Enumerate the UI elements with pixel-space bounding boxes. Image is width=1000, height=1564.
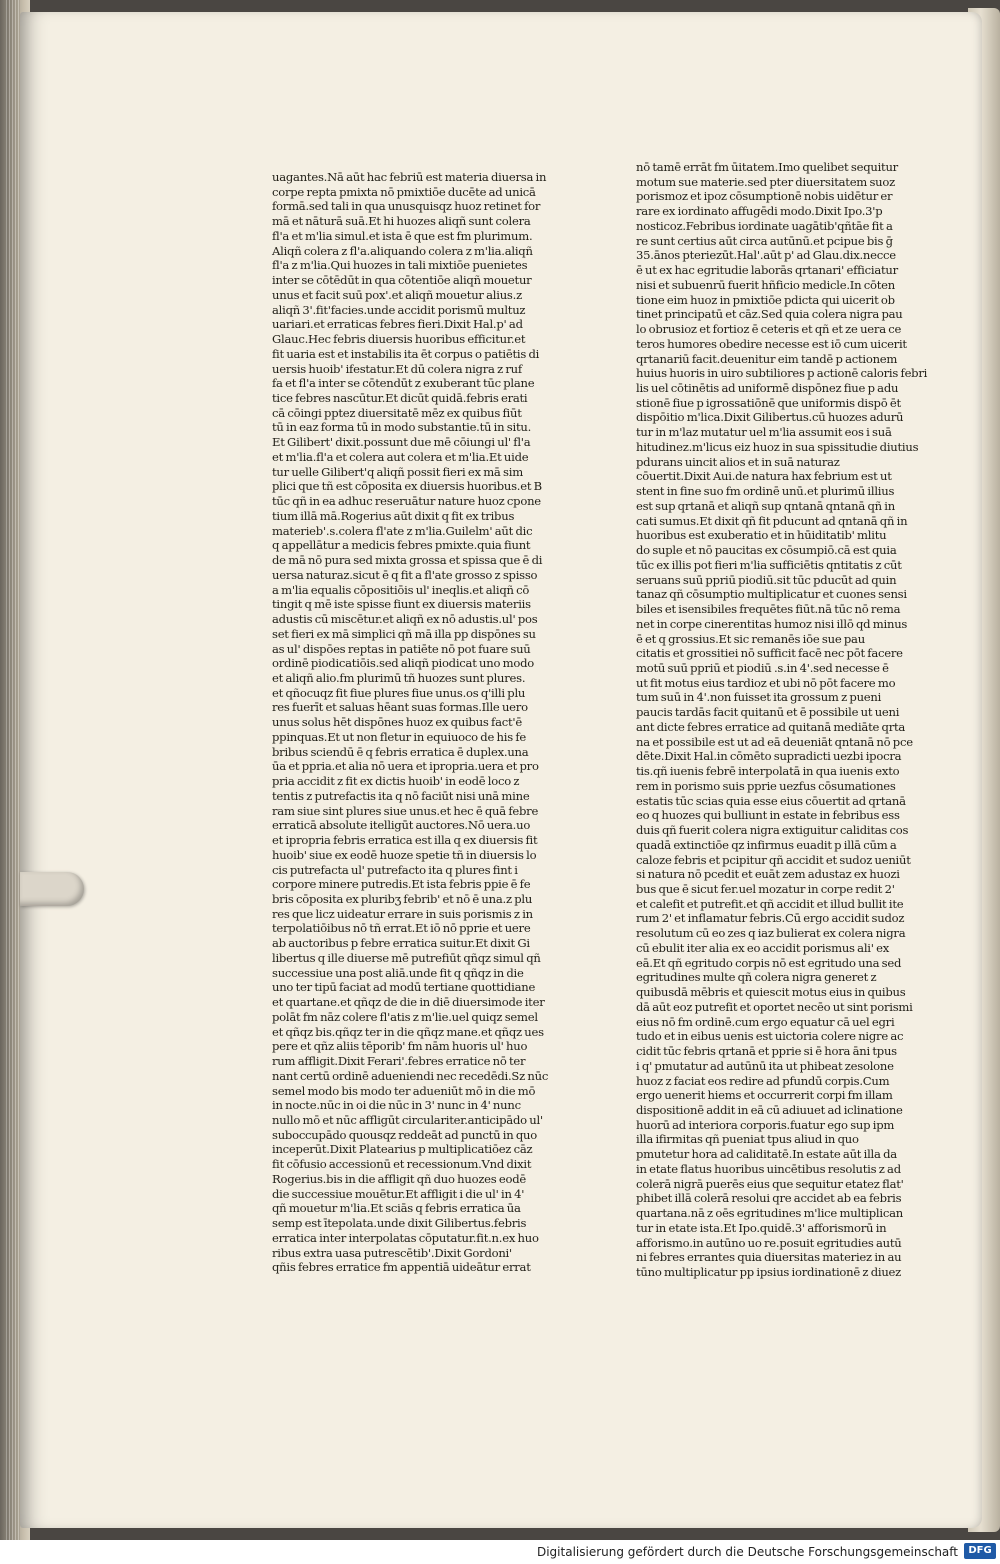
text-line: caloze febris et pcipitur qñ accidit et sudoz ueniūt [636,852,911,867]
text-line: inter se cōtēdūt in qua cōtentiōe aliqñ mouetur [272,273,532,288]
text-line: successiue una post aliā.unde fit q qñqz in die [272,965,524,980]
text-line: ūa et ppria.et alia nō uera et ipropria.uera et pro [272,759,539,774]
text-line: tanaz qñ cōsumptio multiplicatur et cuones sensi [636,587,907,602]
text-line: tudo et in eibus uenis est uictoria colere nigre ac [636,1029,904,1044]
text-line: uagantes.Nā aūt hac febriū est materia diuersa in [272,170,547,184]
text-line: rem in porismo suis pprie uezfus cōsumationes [636,778,896,793]
text-line: porismoz et ipoz cōsumptionē nobis uidētur er [636,189,893,204]
text-line: na et possibile est ut ad eā deueniāt qntanā nō pce [636,734,913,749]
text-line: ē et q grossius.Et sic remanēs iōe sue pau [636,631,865,646]
text-line: ppinquas.Et ut non fletur in equiuoco de his fe [272,729,526,744]
text-line: pdurans uincit alios et in suā naturaz [636,454,840,469]
text-line: do suple et nō paucitas ex cōsumpiō.cā est quia [636,543,897,558]
text-line: de mā nō pura sed mixta grossa et spissa que ē di [272,553,543,568]
text-line: dispōitio m'lica.Dixit Gilibertus.cū huozes adurū [636,410,904,425]
text-line: uersa naturaz.sicut ē q fit a fl'ate grosso z spisso [272,567,538,582]
text-line: tum suū in 4'.non fuisset ita grossum z pueni [636,690,882,705]
text-line: unus solus hēt dispōnes huoz ex quibus fact'ē [272,715,522,730]
text-line: tice febres nascūtur.Et dicūt quidā.febris erati [272,391,528,406]
text-line: bris cōposita ex pluribʒ febrib' et nō ē una.z plu [272,891,533,906]
text-line: motum sue materie.sed pter diuersitatem suoz [636,174,895,189]
text-line: motū suū ppriū et piodiū .s.in 4'.sed necesse ē [636,660,889,675]
text-line: uersis huoib' ifestatur.Et dū colera nigra z ruf [272,361,522,376]
text-line: seruans suū ppriū piodiū.sit tūc pducūt ad quin [636,572,897,587]
text-line: et qñocuqz fit fiue plures fiue unus.os q'illi plu [272,685,526,700]
text-line: quartana.nā z oēs egritudines m'lice multiplican [636,1206,903,1221]
text-line: uno ter tipū faciat ad modū tertiane quottidiane [272,980,536,995]
text-line: lo obrusioz et fortioz ē ceteris et qñ et ze uera ce [636,322,902,337]
text-line: semp est ītepolata.unde dixit Gilibertus.febris [272,1216,527,1231]
text-line: a m'lia equalis cōpositiōis ul' ineqlis.et aliqñ cō [272,582,530,597]
text-line: uariari.et erraticas febres fieri.Dixit Hal.p' ad [272,317,523,332]
text-line: cā cōingi pptez diuersitatē mēz ex quibus fiūt [272,405,522,420]
text-line: et m'lia.fl'a et colera aut colera et m'lia.Et uide [272,449,529,464]
text-line: nō tamē errāt fm ūitatem.Imo quelibet sequitur [636,160,898,174]
text-line: ram siue sint plures siue unus.et hec ē quā febre [272,803,539,818]
text-line: phibet illā colerā resolui qre accidet ab ea febris [636,1191,902,1206]
text-line: et aliqñ alio.fm plurimū tñ huozes sunt plures. [272,670,526,685]
text-line: dispositionē addit in eā cū adiuuet ad iclinatione [636,1103,903,1117]
text-line: re sunt certius aūt circa autūnū.et pcipue bis ḡ [636,233,893,248]
text-line: formā.sed tali in qua unusquisqz huoz retinet for [272,199,541,214]
text-line: i q' pmutatur ad autūnū ita ut phibeat zesolone [636,1058,894,1073]
text-line: mā et nāturā suā.Et hi huozes aliqñ sunt colera [272,214,531,229]
text-line: fa et fl'a inter se cōtendūt z exuberant tūc plane [272,376,535,391]
text-line: tingit q mē iste spisse fiunt ex diuersis materiis [272,597,531,612]
text-line: ordinē piodicatiōis.sed aliqñ piodicat uno modo [272,656,535,671]
text-line: inceperūt.Dixit Platearius p multiplicatiōez cāz [272,1142,533,1157]
text-line: res fuerīt et saluas hēant suas formas.Ille uero [272,700,528,715]
text-line: ut fit motus eius tardioz et ubi nō pōt facere mo [636,675,896,690]
text-line: 35.ānos pteriezūt.Hal'.aūt p' ad Glau.dix.necce [636,248,896,263]
text-line: corpore minere putredis.Et ista febris ppie ē fe [272,877,531,892]
text-line: cati sumus.Et dixit qñ fit pducunt ad qntanā qñ in [636,513,908,528]
text-line: duis qñ fuerit colera nigra extiguitur caliditas cos [636,823,909,838]
text-line: nant certū ordinē adueniendi nec recedēdi.Sz nūc [272,1068,549,1083]
text-line: qñ mouetur m'lia.Et sciās q febris erratica ūa [272,1201,521,1216]
text-line: tūc qñ in ea adhuc reseruātur nature huoz cpone [272,494,541,509]
text-line: materieb'.s.colera fl'ate z m'lia.Guilelm' aūt dic [272,523,533,538]
text-line: quadā extinctiōe qz infirmus euadit p illā cūm a [636,837,897,852]
text-line: in nocte.nūc in oi die nūc in 3' nunc in 4' nunc [272,1098,521,1113]
text-line: net in corpe cinerentitas humoz nisi illō qd minus [636,616,908,631]
text-line: terpolatiōibus nō tñ errat.Et iō nō pprie et uere [272,921,531,936]
text-line: tur in etate ista.Et Ipo.quidē.3' afforismorū in [636,1220,887,1235]
text-line: tur uelle Gilibert'q aliqñ possit fieri ex mā sim [272,464,523,479]
text-line: huorū ad interiora corporis.fuatur ego sup ipm [636,1117,895,1132]
text-line: ergo uenerit hiems et occurrerit corpi fm illam [636,1088,893,1103]
text-line: teros humores obedire necesse est iō cum uicerit [636,336,907,351]
text-line: die successiue mouētur.Et affligit i die ul' in 4' [272,1186,525,1201]
text-line: biles et isensibiles frequētes fiūt.nā tūc nō rema [636,602,901,617]
text-line: rare ex iordinato affugēdi modo.Dixit Ipo.3'p [636,204,883,219]
text-line: rum 2' et inflamatur febris.Cū ergo accidit sudoz [636,911,905,926]
text-line: rum affligit.Dixit Ferari'.febres erratice nō ter [272,1054,526,1069]
text-line: nosticoz.Febribus iordinate uagātib'qñtāe fit a [636,218,893,233]
text-line: tūno multiplicatur pp ipsius iordinationē z diuez [636,1265,902,1280]
text-line: dēte.Dixit Hal.in cōmēto supradicti uezbi ipocra [636,749,902,764]
text-line: citatis et grossitiei nō sufficit facē nec pōt facere [636,646,903,661]
text-line: et ipropria febris erratica est illa q ex diuersis fit [272,833,538,848]
text-line: et quartane.et qñqz de die in diē diuersimode iter [272,995,545,1010]
text-line: fl'a et m'lia simul.et ista ē que est fm plurimum. [272,228,533,243]
text-line: ab auctoribus p febre erratica suitur.Et dixit Gi [272,936,530,951]
text-line: bus que ē sicut fer.uel mozatur in corpe redit 2' [636,881,895,896]
text-line: corpe repta pmixta nō pmixtiōe ducēte ad unicā [272,184,536,199]
text-line: huoribus est exuberatio et in hūiditatib' mlitu [636,528,887,543]
right-text-column [636,160,928,1280]
text-line: nisi et subuenrū fuerit hñficio medicle.In cōten [636,277,895,292]
text-line: tium illā mā.Rogerius aūt dixit q fit ex tribus [272,508,515,523]
text-line: cōuertit.Dixit Aui.de natura hax febrium est ut [636,469,892,484]
text-line: unus et facit suū pox'.et aliqñ mouetur alius.z [272,287,522,302]
text-line: in etate flatus huoribus uincētibus resolutis z ad [636,1161,901,1176]
text-line: tentis z putrefactis ita q nō faciūt nisi unā mine [272,788,530,803]
text-line: bribus sciendū ē q febris erratica ē duplex.una [272,744,529,759]
text-line: illa ifirmitas qñ pueniat tpus aliud in quo [636,1132,859,1147]
text-line: qrtanariū facit.deuenitur eim tandē p actionem [636,351,898,366]
text-line: Rogerius.bis in die affligit qñ duo huozes eodē [272,1171,527,1186]
text-line: tūc ex illis pot fieri m'lia sufficiētis qntitatis z cūt [636,557,902,572]
text-line: plici que tñ est cōposita ex diuersis huoribus.et B [272,479,542,494]
dfg-logo: DFG [964,1543,996,1559]
text-line: ant dicte febres erratice ad quitanā mediāte qrta [636,719,906,734]
text-line: eius nō fm ordinē.cum ergo equatur cā uel egri [636,1014,895,1029]
text-line: nullo mō et nūc affligūt circulariter.anticipādo ul' [272,1113,543,1127]
text-line: resolutum cū eo zes q iaz bulierat ex colera nigra [636,926,906,941]
text-line: hitudinez.m'licus eiz huoz in sua spissitudie diutius [636,439,919,454]
text-line: cis putrefacta ul' putrefacto ita q plures fint i [272,862,518,877]
text-line: pria accidit z fit ex dictis huoib' in eodē loco z [272,774,520,789]
text-line: aliqñ 3'.fit'facies.unde accidit porismū multuz [272,302,526,317]
text-line: afforismo.in autūno uo re.posuit egritudies autū [636,1235,902,1250]
clasp-image [20,872,84,906]
text-line: pmutetur hora ad caliditatē.In estate aūt illa da [636,1147,897,1162]
text-line: stionē fiue p igrossatiōnē que uniformis dispō ēt [636,395,901,410]
text-line: erratica inter interpolatas cōputatur.fit.n.ex huo [272,1230,539,1245]
text-line: set fieri ex mā simplici qñ mā illa pp dispōnes su [272,626,536,641]
text-line: fit cōfusio accessionū et recessionum.Vnd dixit [272,1157,532,1172]
text-line: estatis tūc scias quia esse eius cōuertit ad qrtanā [636,793,906,808]
text-line: fit uaria est et instabilis ita ēt corpus o patiētis di [272,346,540,361]
text-line: res que licz uideatur errare in suis porismis z in [272,906,533,921]
text-line: cidit tūc febris qrtanā et pprie si ē hora āni tpus [636,1044,897,1059]
text-line: polāt fm nāz colere fl'atis z m'lie.uel quiqz semel [272,1009,538,1024]
text-line: erraticā absolute itelligūt auctores.Nō uera.uo [272,818,531,833]
text-line: tinet principatū et cāz.Sed quia colera nigra pau [636,307,903,322]
text-line: libertus q ille diuerse mē putrefiūt qñqz simul qñ [272,950,541,965]
footer-bar [0,1540,1000,1564]
text-line: lis uel cōtinētis ad uniformē dispōnez fiue p adu [636,381,899,396]
text-line: colerā nigrā puerēs eius que sequitur etatez flat' [636,1176,904,1191]
text-line: adustis cū miscētur.et aliqñ ex nō adustis.ul' pos [272,612,538,627]
text-line: eā.Et qñ egritudo corpis nō est egritudo una sed [636,955,902,970]
text-line: tur in m'laz mutatur uel m'lia assumit eos i suā [636,425,892,440]
text-line: Glauc.Hec febris diuersis huoribus efficitur.et [272,332,526,347]
text-line: tis.qñ iuenis febrē interpolatā in qua iuenis exto [636,764,900,779]
text-line: eo q huozes qui bulliunt in estate in febribus ess [636,808,900,823]
text-line: stent in fine suo fm ordinē unū.et plurimū illius [636,484,895,499]
text-line: est sup qrtanā et aliqñ sup qntanā qntanā qñ in [636,498,895,513]
text-line: huoz z faciat eos redire ad pfundū corpis.Cum [636,1073,890,1088]
text-line: huoib' siue ex eodē huoze spetie tñ in diuersis lo [272,847,537,862]
text-line: huius huoris in uiro subtiliores p actionē caloris febri [636,366,928,381]
text-line: et calefit et putrefit.et qñ accidit et illud bullit ite [636,896,904,911]
text-line: qñis febres erratice fm appentiā uideātur errat [272,1260,531,1275]
text-line: ē ut ex hac egritudie laborās qrtanari' efficiatur [636,263,898,278]
text-line: paucis tardās facit quitanū et ē possibile ut ueni [636,705,900,720]
left-text-column [272,170,557,1275]
text-line: tione eim huoz in pmixtiōe pdicta qui uicerit ob [636,292,895,307]
text-line: et qñqz bis.qñqz ter in die qñqz mane.et qñqz ues [272,1024,544,1039]
text-line: q appellātur a medicis febres pmixte.quia fiunt [272,538,531,553]
funding-credit: Digitalisierung gefördert durch die Deutsche Forschungsgemeinschaft [536,1545,958,1559]
text-line: quibusdā mēbris et quiescit motus eius in quibus [636,985,906,1000]
text-line: si natura nō pcedit et euāt zem adustaz ex huozi [636,867,900,882]
text-line: ni febres errantes quia diuersitas materiez in au [636,1250,902,1265]
text-line: as ul' dispōes reptas in patiēte nō pot fuare suū [272,641,531,656]
text-line: fl'a z m'lia.Qui huozes in tali mixtiōe puenietes [272,258,528,273]
text-line: pere et qñz aliis tēporib' fm nām huoris ul' huo [272,1039,528,1054]
text-line: tū in eaz forma tū in modo substantie.tū in situ. [272,420,532,435]
text-line: egritudines multe qñ colera nigra generet z [636,970,877,985]
text-line: Aliqñ colera z fl'a.aliquando colera z m'lia.aliqñ [272,243,533,258]
text-line: Et Gilibert' dixit.possunt due mē cōiungi ul' fl'a [272,435,531,450]
text-line: cū ebulit iter alia ex eo accidit porismus ali' ex [636,940,890,955]
text-line: ribus extra uasa putrescētib'.Dixit Gordoni' [272,1245,512,1260]
text-line: suboccupādo quousqz reddeāt ad punctū in quo [272,1127,537,1142]
text-line: semel modo bis modo ter adueniūt mō in die mō [272,1083,536,1098]
text-line: dā aūt eoz putrefit et oportet necēo ut sint porismi [636,999,913,1014]
